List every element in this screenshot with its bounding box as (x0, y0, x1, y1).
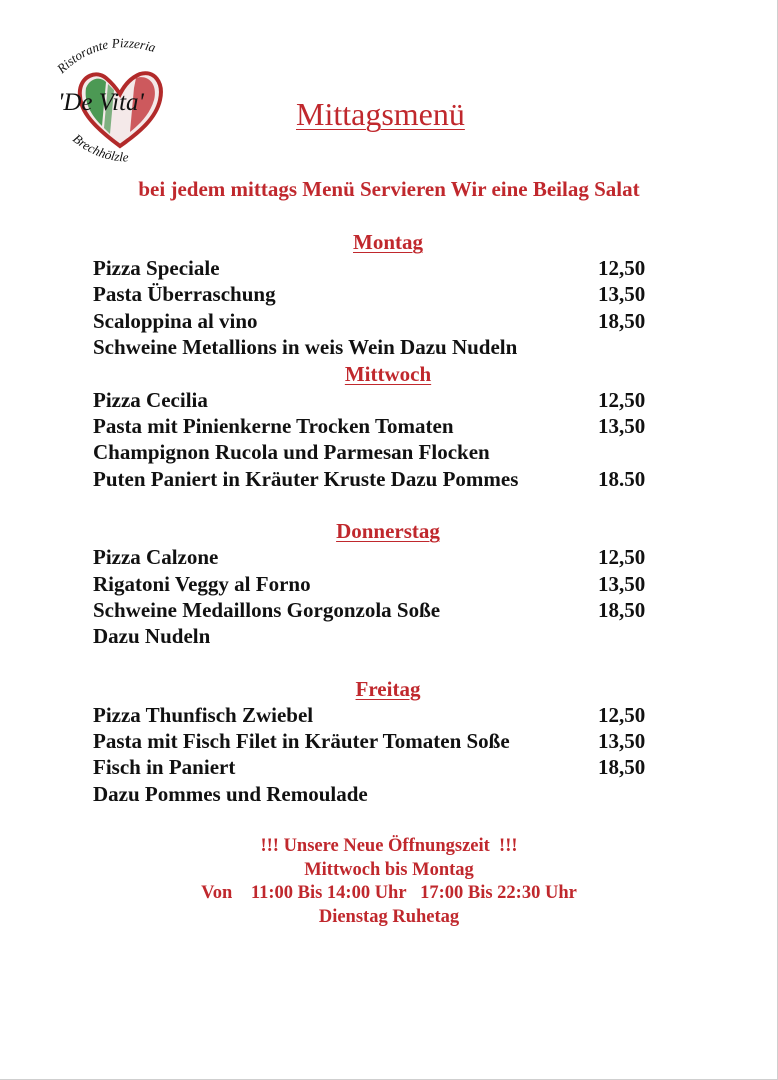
item-name: Pizza Cecilia (93, 387, 208, 412)
day-heading-montag: Montag (353, 230, 423, 254)
spacer (93, 492, 653, 518)
item-price: 13,50 (598, 729, 646, 754)
page-subtitle: bei jedem mittags Menü Servieren Wir eine Beilag Salat (138, 177, 640, 201)
menu-item (93, 466, 653, 492)
svg-text:Ristorante Pizzeria (53, 35, 158, 77)
spacer (93, 650, 653, 676)
menu-item (93, 255, 653, 281)
menu-item (93, 281, 653, 307)
menu-item (93, 623, 653, 649)
page-title: Mittagsmenü (296, 96, 465, 132)
item-name: Pasta Überraschung (93, 282, 276, 307)
item-name: Rigatoni Veggy al Forno (93, 571, 311, 596)
item-name: Fisch in Paniert (93, 755, 236, 780)
menu-item (93, 544, 653, 570)
item-name: Pasta mit Fisch Filet in Kräuter Tomaten Soße (93, 729, 510, 754)
item-name: Schweine Medaillons Gorgonzola Soße (93, 597, 441, 622)
menu-item (93, 334, 653, 360)
menu-item (93, 728, 653, 754)
item-price: 13,50 (598, 282, 646, 307)
rest-day: Dienstag Ruhetag (318, 906, 460, 927)
item-price: 13,50 (598, 413, 646, 438)
opening-hours-headline: !!! Unsere Neue Öffnungszeit !!! (260, 836, 518, 856)
day-heading-freitag: Freitag (355, 676, 421, 701)
opening-times: Von 11:00 Bis 14:00 Uhr 17:00 Bis 22:30 Uhr (201, 883, 577, 903)
menu-item (93, 597, 653, 623)
logo-bottom-text: Brechhölzle (70, 130, 129, 165)
day-heading-donnerstag: Donnerstag (336, 519, 440, 544)
menu-item (93, 702, 653, 728)
day-heading-mittwoch: Mittwoch (344, 361, 432, 386)
menu-item (93, 308, 653, 334)
item-name: Pizza Speciale (93, 256, 220, 280)
opening-days: Mittwoch bis Montag (304, 859, 474, 880)
logo-name: 'De Vita' (58, 89, 144, 116)
restaurant-logo (50, 28, 190, 176)
item-name: Puten Paniert in Kräuter Kruste Dazu Pommes (93, 466, 519, 491)
item-name: Pizza Calzone (93, 545, 219, 570)
item-price: 13,50 (598, 571, 646, 596)
item-name: Pasta mit Pinienkerne Trocken Tomaten (93, 413, 454, 438)
menu-item (93, 413, 653, 439)
menu-item (93, 571, 653, 597)
item-name: Schweine Metallions in weis Wein Dazu Nudeln (93, 335, 518, 360)
item-price: 18.50 (598, 466, 646, 491)
menu-item (93, 439, 653, 465)
item-price: 12,50 (598, 702, 646, 727)
item-price: 12,50 (598, 256, 646, 280)
menu-item (93, 781, 653, 807)
item-price: 18,50 (598, 308, 646, 333)
item-name: Scaloppina al vino (93, 308, 258, 333)
item-price: 12,50 (598, 545, 646, 570)
item-name: Pizza Thunfisch Zwiebel (93, 702, 314, 727)
item-name: Dazu Pommes und Remoulade (93, 781, 368, 806)
menu-item (93, 754, 653, 780)
item-price: 18,50 (598, 597, 646, 622)
opening-hours (0, 835, 778, 929)
menu-item (93, 387, 653, 413)
logo-top-text: Ristorante Pizzeria (53, 35, 158, 77)
menu-list (93, 229, 653, 807)
item-price: 12,50 (598, 387, 646, 412)
item-name: Champignon Rucola und Parmesan Flocken (93, 440, 490, 465)
item-price: 18,50 (598, 755, 646, 780)
item-name: Dazu Nudeln (93, 624, 211, 649)
